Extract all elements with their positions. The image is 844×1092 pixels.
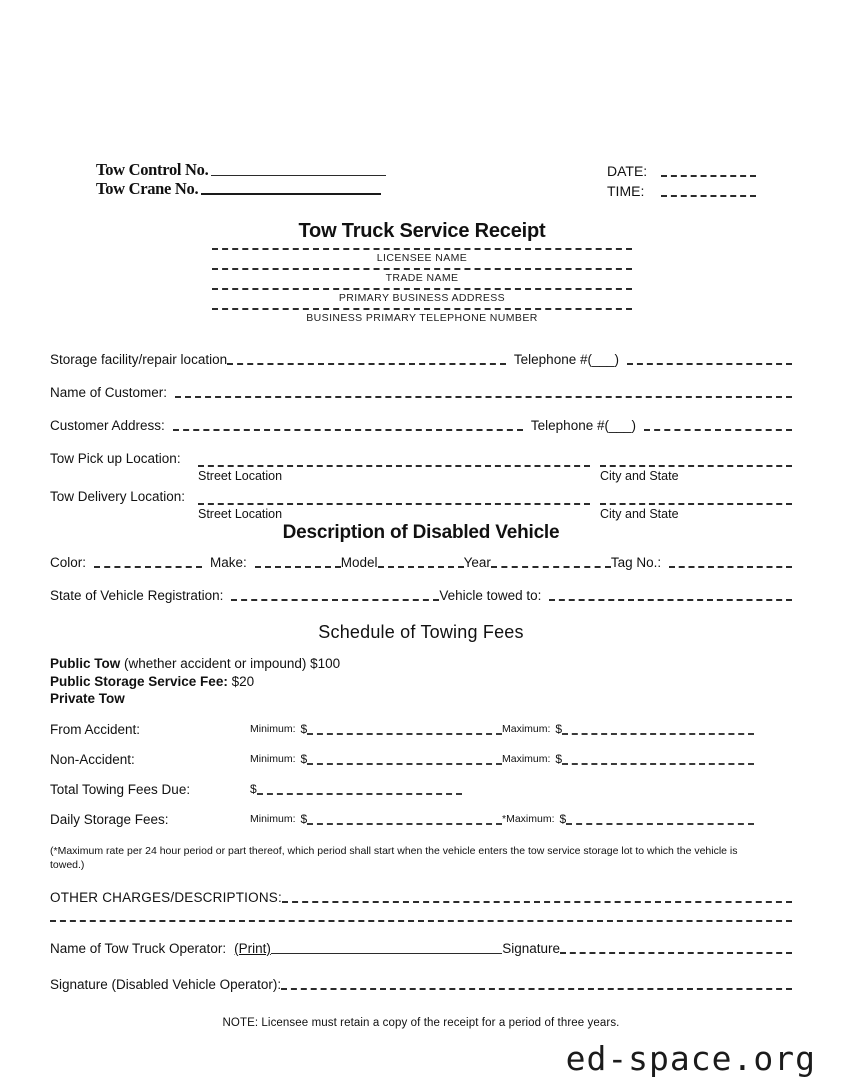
date-input[interactable] [661,175,756,177]
customer-address-row [50,418,792,434]
date-label: DATE: [607,163,648,179]
licensee-block [212,248,632,328]
customer-name-label: Name of Customer: [50,385,168,400]
fee-row-from-accident [50,721,792,738]
trade-name-field [212,268,632,286]
retention-note: NOTE: Licensee must retain a copy of the receipt for a period of three years. [222,1016,620,1029]
year-input[interactable] [491,566,611,568]
fee-min-non-accident [250,751,502,768]
operator-name-row [50,941,792,957]
currency-symbol: $ [300,751,308,766]
public-tow-line [50,656,792,673]
licensee-name-field [212,248,632,266]
customer-address-input[interactable] [173,429,523,431]
date-time-block [607,160,756,201]
customer-name-row [50,385,792,401]
trade-name-caption: TRADE NAME [385,272,459,284]
color-label: Color: [50,555,87,570]
storage-telephone-input[interactable] [627,363,792,365]
private-tow-label: Private Tow [50,691,125,706]
operator-name-label: Name of Tow Truck Operator: [50,940,227,956]
fee-total-due-input[interactable] [257,793,462,795]
fee-row-non-accident [50,751,792,768]
fee-label-non-accident: Non-Accident: [50,751,135,767]
fee-max-input[interactable] [562,763,754,765]
currency-symbol: $ [250,781,257,796]
currency-symbol: $ [555,721,563,736]
tow-delivery-street-caption: Street Location [198,507,283,521]
fee-min-input[interactable] [307,823,502,825]
maximum-rate-footnote: (*Maximum rate per 24 hour period or part thereof, which period shall start when the vehicle enters the tow service storage lot to which the vehicle is towed.) [50,844,738,871]
tow-number-block [96,160,386,198]
tow-pickup-city-caption: City and State [600,469,679,483]
fee-min-input[interactable] [307,763,502,765]
fee-min-label: Minimum: [250,722,296,735]
date-row [607,161,756,181]
time-row [607,181,756,201]
document-header [96,160,756,201]
primary-business-address-field [212,288,632,306]
print-hint-label: (Print) [234,940,271,956]
public-tow-detail: (whether accident or impound) $100 [124,656,341,671]
tow-control-no-input[interactable] [211,175,386,176]
fee-min-input[interactable] [307,733,502,735]
tow-delivery-city-caption: City and State [600,507,679,521]
form-body [50,352,792,1031]
operator-name-input[interactable] [271,953,502,954]
fee-min-from-accident [250,721,502,738]
fee-max-input[interactable] [566,823,754,825]
tow-control-no-row [96,160,386,179]
other-charges-input-line2[interactable] [50,920,792,922]
licensee-name-caption: LICENSEE NAME [376,252,468,264]
color-input[interactable] [94,566,202,568]
state-registration-input[interactable] [231,599,439,601]
tow-pickup-street-caption: Street Location [198,469,283,483]
public-storage-amount: $20 [231,673,255,689]
fee-max-label: Maximum: [502,722,551,735]
tow-delivery-block [50,489,792,523]
customer-telephone-input[interactable] [644,429,792,431]
fee-row-daily-storage [50,811,792,828]
make-input[interactable] [255,566,341,568]
tow-pickup-row [50,451,792,467]
public-tow-label: Public Tow [50,656,121,671]
model-input[interactable] [378,566,464,568]
fee-min-label: Minimum: [250,812,296,825]
tow-delivery-row [50,489,792,505]
currency-symbol: $ [555,751,563,766]
tag-no-input[interactable] [669,566,792,568]
state-registration-label: State of Vehicle Registration: [50,588,224,603]
fee-label-from-accident: From Accident: [50,721,141,737]
public-storage-label: Public Storage Service Fee: [50,673,228,689]
fee-min-daily-storage [250,811,502,828]
other-charges-row [50,890,792,906]
fee-max-daily-storage [502,811,754,828]
fee-label-daily-storage: Daily Storage Fees: [50,811,169,827]
tag-no-label: Tag No.: [610,555,662,570]
tow-delivery-captions [50,505,792,523]
primary-business-address-caption: PRIMARY BUSINESS ADDRESS [338,292,506,304]
tow-crane-no-input[interactable] [201,193,381,195]
fee-total-due-field [250,781,502,798]
private-tow-line [50,691,792,708]
fee-label-total-due: Total Towing Fees Due: [50,781,191,797]
vehicle-towed-to-label: Vehicle towed to: [439,588,542,603]
currency-symbol: $ [559,811,567,826]
fee-min-label: Minimum: [250,752,296,765]
other-charges-label: OTHER CHARGES/DESCRIPTIONS: [50,889,282,905]
vehicle-operator-signature-label: Signature (Disabled Vehicle Operator): [50,976,282,992]
fees-section-heading: Schedule of Towing Fees [318,622,524,642]
storage-location-input[interactable] [227,363,506,365]
fee-max-input[interactable] [562,733,754,735]
vehicle-details-row [50,555,792,571]
storage-telephone-label: Telephone #(___) [513,352,619,367]
fee-max-non-accident [502,751,754,768]
business-telephone-caption: BUSINESS PRIMARY TELEPHONE NUMBER [306,312,538,324]
customer-name-input[interactable] [175,396,792,398]
site-watermark: ed-space.org [565,1039,816,1078]
fee-summary-block [50,656,792,708]
vehicle-registration-row [50,588,792,604]
vehicle-towed-to-input[interactable] [549,599,792,601]
tow-pickup-label: Tow Pick up Location: [50,451,181,466]
other-charges-input-line1[interactable] [282,901,792,903]
year-label: Year [463,555,491,570]
tow-crane-no-row [96,179,386,198]
storage-location-label: Storage facility/repair location [50,352,228,367]
vehicle-section-heading: Description of Disabled Vehicle [282,522,560,543]
operator-signature-input[interactable] [560,952,792,954]
storage-location-row [50,352,792,368]
time-label: TIME: [607,183,645,199]
time-input[interactable] [661,195,756,197]
currency-symbol: $ [300,721,308,736]
tow-control-no-label: Tow Control No. [96,160,209,179]
currency-symbol: $ [300,811,308,826]
tow-delivery-label: Tow Delivery Location: [50,489,186,504]
customer-telephone-label: Telephone #(___) [530,418,636,433]
make-label: Make: [210,555,247,570]
fee-max-label: Maximum: [502,752,551,765]
vehicle-operator-signature-row [50,977,792,993]
public-storage-line [50,674,792,691]
fee-max-from-accident [502,721,754,738]
customer-address-label: Customer Address: [50,418,165,433]
vehicle-operator-signature-input[interactable] [281,988,792,990]
tow-crane-no-label: Tow Crane No. [96,179,199,198]
fee-row-total-due [50,781,792,798]
other-charges-block [50,890,792,922]
tow-pickup-captions [50,467,792,485]
business-telephone-field [212,308,632,326]
operator-signature-label: Signature [502,940,560,956]
model-label: Model [340,555,378,570]
page-title: Tow Truck Service Receipt [298,220,546,242]
fee-max-label: *Maximum: [502,812,555,825]
tow-pickup-block [50,451,792,485]
